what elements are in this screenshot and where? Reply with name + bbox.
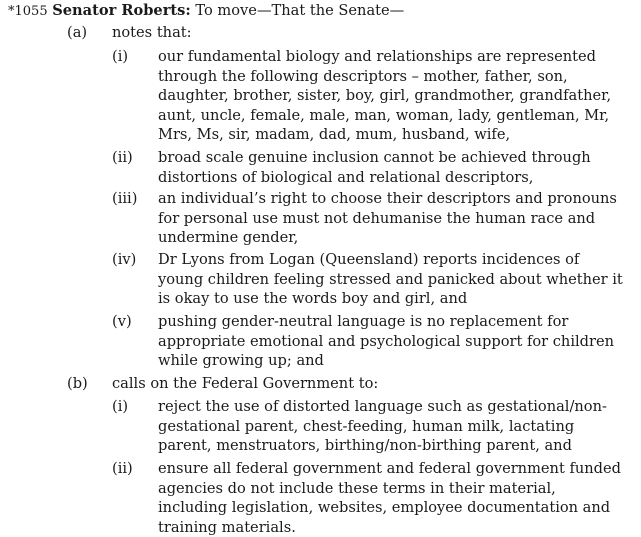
item-a-ii-text: broad scale genuine inclusion cannot be achieved through distortions of biological and relational descriptors, — [158, 149, 591, 186]
item-a-iii-label: (iii) — [112, 190, 138, 207]
item-b-i-label: (i) — [112, 398, 129, 415]
item-a-i-text: our fundamental biology and relationships are represented through the following descriptors – mother, father, son, daughter, brother, sister, boy, girl, grandmother, grandfather, aunt, uncle, female, male, man, woman, lady, gentleman, Mr, Mrs, Ms, sir, madam, dad, mum, husband, wife, — [158, 48, 612, 144]
motion-heading — [8, 1, 404, 22]
motion-intro: To move—That the Senate— — [195, 2, 405, 19]
item-b-ii-text: ensure all federal government and federal government funded agencies do not include these terms in their material, including legislation, websites, employee documentation and training materials. — [158, 460, 621, 536]
item-a-ii-label: (ii) — [112, 149, 133, 166]
item-a-iv-label: (iv) — [112, 251, 137, 268]
item-a-v-label: (v) — [112, 313, 132, 330]
senator-name: Senator Roberts: — [52, 2, 191, 19]
paragraph-b-label: (b) — [67, 375, 88, 392]
paragraph-a-text: notes that: — [112, 24, 192, 41]
paragraph-a-label: (a) — [67, 24, 88, 41]
paragraph-b-text: calls on the Federal Government to: — [112, 375, 379, 392]
item-a-v-text: pushing gender-neutral language is no replacement for appropriate emotional and psychological support for children while growing up; and — [158, 313, 615, 370]
motion-number: *1055 — [8, 4, 48, 19]
item-b-i-text: reject the use of distorted language such as gestational/non-gestational parent, chest-feeding, human milk, lactating parent, menstruators, birthing/non-birthing parent, and — [158, 398, 607, 455]
item-a-iii-text: an individual’s right to choose their descriptors and pronouns for personal use must not dehumanise the human race and undermine gender, — [158, 190, 617, 247]
item-a-i-label: (i) — [112, 48, 129, 65]
item-a-iv-text: Dr Lyons from Logan (Queensland) reports incidences of young children feeling stressed and panicked about whether it is okay to use the words boy and girl, and — [158, 251, 623, 308]
item-b-ii-label: (ii) — [112, 460, 133, 477]
